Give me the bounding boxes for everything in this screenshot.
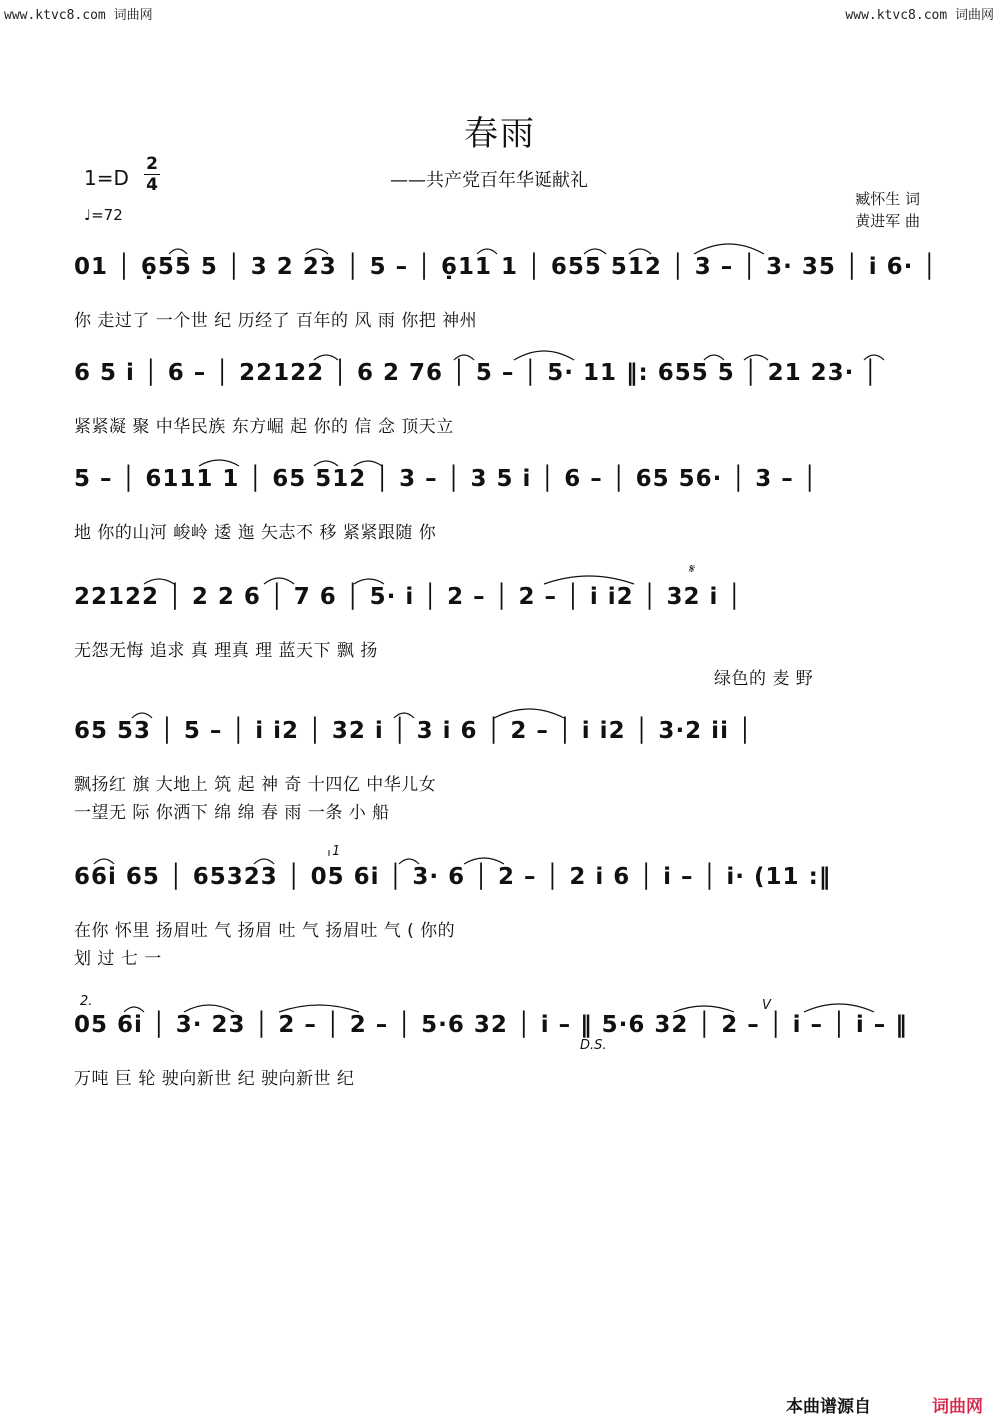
composer-credit: 黄进军 曲: [855, 212, 920, 230]
volta-1-label: 1: [332, 844, 341, 859]
staff-4-lyrics: 无怨无悔 追求 真 理真 理 蓝天下 飘 扬: [74, 641, 378, 661]
watermark-right: www.ktvc8.com 词曲网: [845, 8, 994, 23]
time-denominator: 4: [146, 175, 158, 195]
staff-1-notation: 01 │ 6̣55 5 │ 3 2 23 │ 5 – │ 6̣11 1 │ 655 512 │ 3 – │ 3· 35 │ i 6· │: [74, 254, 938, 280]
staff-3-lyrics: 地 你的山河 峻岭 逶 迤 矢志不 移 紧紧跟随 你: [74, 523, 437, 543]
staff-6-lyrics-verse2: 划 过 七 一: [74, 949, 162, 969]
key-signature: 1=D: [84, 166, 129, 190]
ds-marker: D.S.: [580, 1038, 607, 1053]
tempo-marking: [84, 206, 123, 224]
volta-2-label: 2.: [80, 994, 93, 1009]
footer-brand-link[interactable]: 词曲网: [932, 1397, 983, 1417]
staff-5-notation: 65 53 │ 5 – │ i i2 │ 32 i │ 3 i 6 │ 2 – │ i i2 │ 3·2 ii │: [74, 718, 753, 744]
time-signature: [143, 154, 161, 195]
staff-7-notation: 05 6i │ 3· 23 │ 2 – │ 2 – │ 5·6 32 │ i – ‖ 5·6 32 │ 2 – │ i – │ i – ‖: [74, 1012, 908, 1038]
watermark-left: www.ktvc8.com 词曲网: [4, 8, 153, 23]
staff-5-lyrics: 飘扬红 旗 大地上 筑 起 神 奇 十四亿 中华儿女: [74, 775, 437, 795]
tempo-value: =72: [91, 206, 123, 224]
staff-line-3: [74, 466, 928, 556]
staff-6-lyrics: 在你 怀里 扬眉吐 气 扬眉 吐 气 扬眉吐 气 ( 你的: [74, 921, 456, 941]
lyricist-credit: 臧怀生 词: [855, 190, 920, 208]
staff-line-6: [74, 844, 928, 969]
staff-line-1: [74, 254, 938, 344]
staff-line-7: [74, 994, 928, 1102]
breath-mark: V: [762, 998, 771, 1013]
staff-line-4: [74, 562, 928, 689]
staff-4-lyrics-verse2: 绿色的 麦 野: [714, 669, 814, 689]
staff-line-2: [74, 360, 928, 450]
staff-2-notation: 6 5 i │ 6 – │ 22122 │ 6 2 76 │ 5 – │ 5· 11 ‖: 655 5 │ 21 23· │: [74, 360, 879, 386]
footer-source: 本曲谱源自: [786, 1397, 871, 1417]
staff-4-notation: 22122 │ 2 2 6 │ 7 6 │ 5· i │ 2 – │ 2 – │ i i2 │ 32 i │: [74, 584, 743, 610]
staff-5-lyrics-verse2: 一望无 际 你洒下 绵 绵 春 雨 一条 小 船: [74, 803, 390, 823]
staff-3-notation: 5 – │ 6111 1 │ 65 512 │ 3 – │ 3 5 i │ 6 – │ 65 56· │ 3 – │: [74, 466, 818, 492]
staff-6-notation: 66i 65 │ 65323 │ 05 6i │ 3· 6 │ 2 – │ 2 i 6 │ i – │ i· (11 :‖: [74, 864, 832, 890]
segno-marker: 𝄋: [688, 562, 694, 577]
time-numerator: 2: [146, 154, 158, 174]
staff-1-lyrics: 你 走过了 一个世 纪 历经了 百年的 风 雨 你把 神州: [74, 311, 478, 331]
song-title: 春雨: [464, 114, 536, 154]
song-subtitle: ——共产党百年华诞献礼: [390, 170, 588, 191]
quarter-note-icon: ♩: [84, 206, 92, 224]
staff-7-lyrics: 万吨 巨 轮 驶向新世 纪 驶向新世 纪: [74, 1069, 355, 1089]
staff-line-5: [74, 718, 928, 823]
staff-2-lyrics: 紧紧凝 聚 中华民族 东方崛 起 你的 信 念 顶天立: [74, 417, 454, 437]
